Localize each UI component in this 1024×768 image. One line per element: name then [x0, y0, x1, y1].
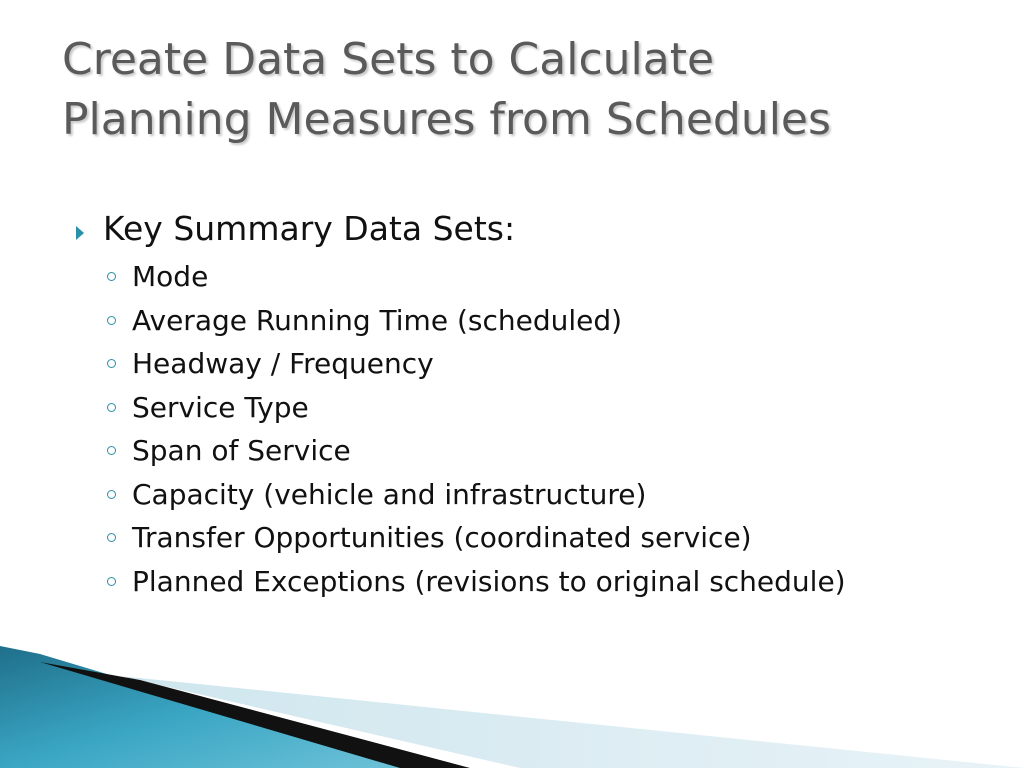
slide-title: [62, 30, 1002, 150]
list-item: [0, 299, 1000, 343]
circle-bullet-icon: [107, 316, 116, 325]
circle-bullet-icon: [107, 577, 116, 586]
triangle-bullet-icon: [76, 226, 84, 240]
circle-bullet-icon: [107, 446, 116, 455]
main-bullet-text: Key Summary Data Sets:: [103, 209, 516, 248]
circle-bullet-icon: [107, 403, 116, 412]
list-item-text: Mode: [132, 260, 209, 293]
slide-title-line-1: Create Data Sets to Calculate: [62, 34, 715, 85]
list-item: [0, 255, 1000, 299]
decorative-swoosh: [0, 640, 1024, 768]
list-item: [0, 386, 1000, 430]
list-item-text: Transfer Opportunities (coordinated service): [132, 521, 752, 554]
list-item-text: Average Running Time (scheduled): [132, 303, 623, 337]
list-item-text: Span of Service: [132, 434, 351, 467]
circle-bullet-icon: [107, 272, 116, 281]
list-item: [0, 560, 1000, 604]
list-item-text: Capacity (vehicle and infrastructure): [132, 477, 647, 511]
list-item: [0, 516, 1000, 560]
list-item: [0, 429, 1000, 473]
list-item: [0, 342, 1000, 386]
circle-bullet-icon: [107, 533, 116, 542]
list-item-text: Planned Exceptions (revisions to original schedule): [132, 564, 846, 598]
sub-bullet-list: [0, 255, 1000, 603]
slide-title-line-2: Planning Measures from Schedules: [62, 94, 831, 145]
circle-bullet-icon: [107, 490, 116, 499]
list-item-text: Headway / Frequency: [132, 347, 434, 380]
list-item-text: Service Type: [132, 390, 309, 424]
list-item: [0, 473, 1000, 517]
circle-bullet-icon: [107, 359, 116, 368]
